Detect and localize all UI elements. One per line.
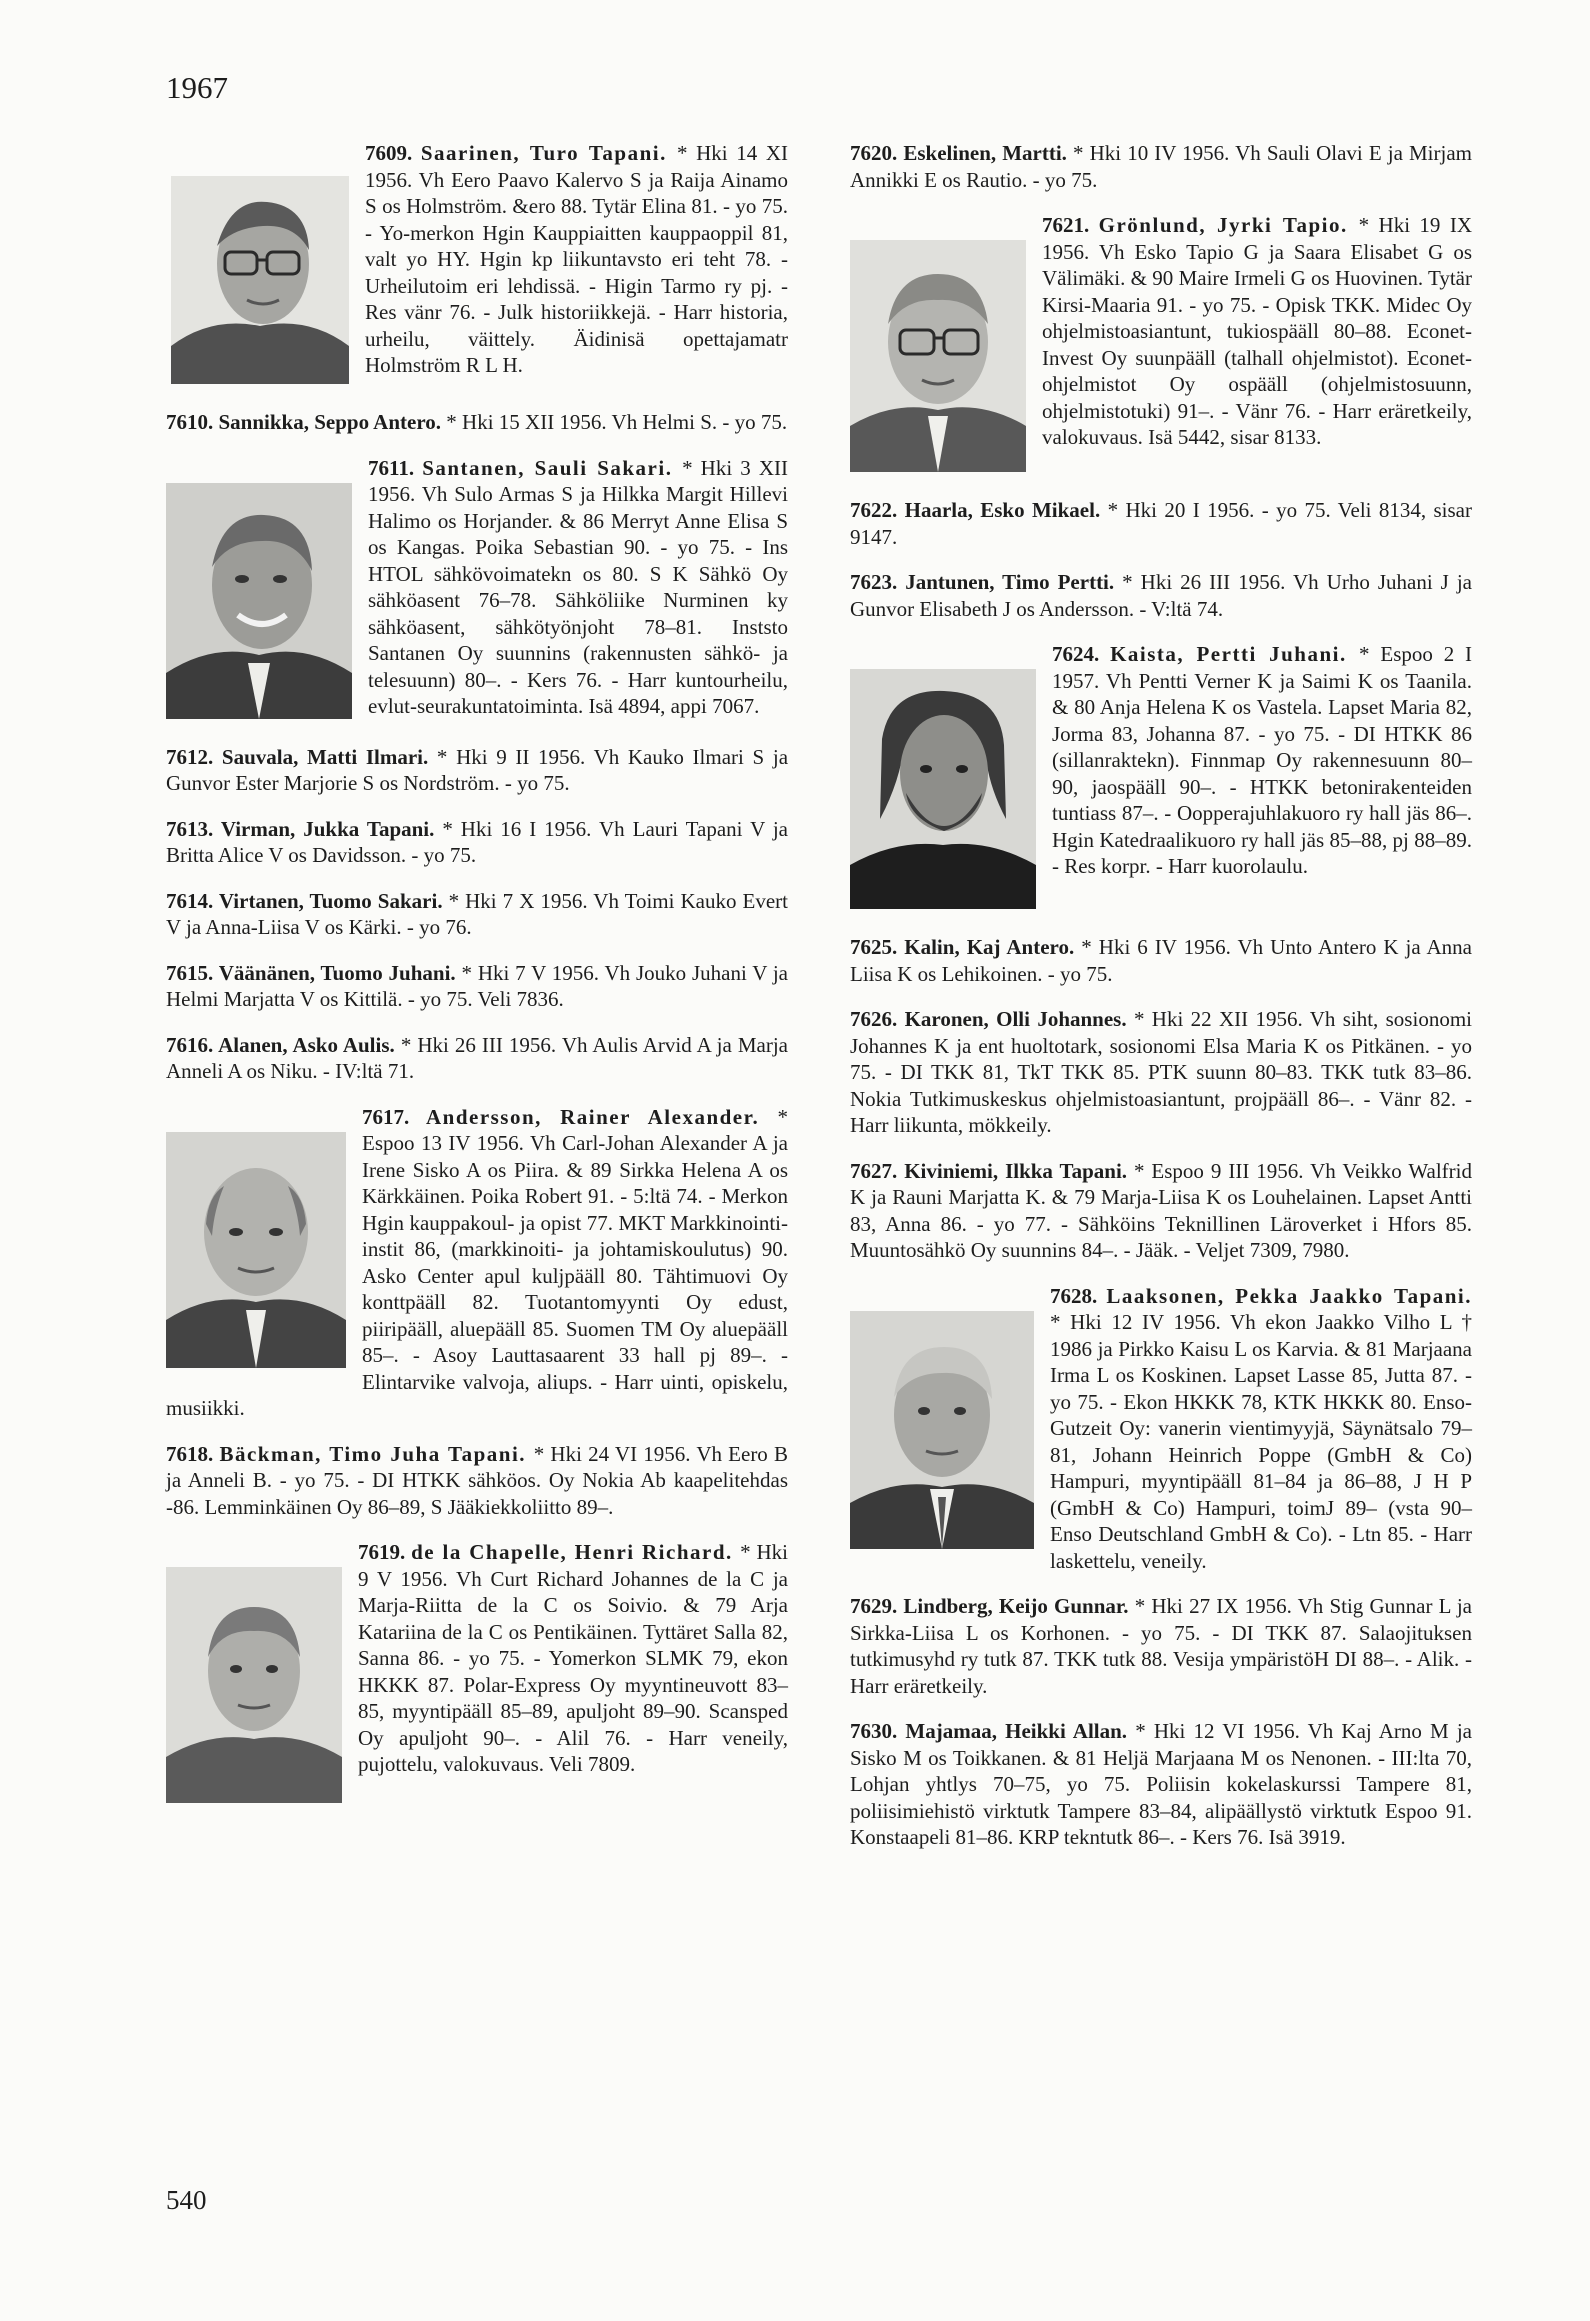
entry-number: 7621. xyxy=(1042,213,1099,237)
entry-text: * Hki 20 I 1956. - yo 75. Veli 8134, sisar 9147. xyxy=(850,498,1472,549)
portrait-photo xyxy=(171,176,349,384)
entry-7624 xyxy=(850,641,1472,915)
entry-text: * Hki 26 III 1956. Vh Urho Juhani J ja Gunvor Elisabeth J os Andersson. - V:ltä 74. xyxy=(850,570,1472,621)
entry-7619 xyxy=(166,1539,788,1809)
entry-number: 7628. xyxy=(1050,1283,1107,1308)
left-column xyxy=(166,140,788,1828)
entry-number: 7612. xyxy=(166,744,222,769)
portrait-photo xyxy=(166,1132,346,1368)
entry-name: Sauvala, Matti Ilmari. xyxy=(221,744,437,769)
entry-number: 7618. xyxy=(166,1441,220,1466)
portrait-glasses-man-image xyxy=(850,240,1026,472)
portrait-glasses-man-image xyxy=(171,176,349,384)
entry-number: 7619. xyxy=(358,1540,412,1564)
entry-number: 7630. xyxy=(850,1719,906,1743)
entry-text: * Hki 19 IX 1956. Vh Esko Tapio G ja Saara Elisabet G os Välimäki. & 90 Maire Irmeli G os Huovinen. Tytär Kirsi-Maaria 91. - yo 75. - Opisk TKK. Midec Oy ohjelmistoasiantunt, tukiospääll 80–88. Econet-Invest Oy suunpääll (talhall ohjelmistot). Econet-ohjelmistot Oy ospääll (ohjelmistosuunn, ohjelmistotuki) 91–. - Vänr 76. - Harr eräretkeily, valokuvaus. Isä 5442, sisar 8133. xyxy=(1042,213,1472,449)
entry-7630 xyxy=(850,1718,1472,1851)
entry-number: 7609. xyxy=(365,141,421,165)
entry-text: * Hki 12 IV 1956. Vh ekon Jaakko Vilho L † 1986 ja Pirkko Kaisu L os Karvia. & 81 Marjaana Irma L os Koskinen. Lapset Lasse 85, Jutta 87. - yo 75. - Ekon HKKK 78, KTK HKKK 80. Enso-Gutzeit Oy: vanerin vientimyyjä, Säynätsalo 79–81, Johann Heinrich Poppe (GmbH & Co) Hampuri, myyntipääll 81–84 ja 86–88, J H P (GmbH & Co) Hampuri, toimJ 89– (vsta 90– Enso Deutschland GmbH & Co). - Ltn 85. - Harr laskettelu, veneily. xyxy=(1050,1310,1472,1573)
portrait-photo xyxy=(850,240,1026,472)
entry-name: Sannikka, Seppo Antero. xyxy=(218,410,447,434)
entry-name: Grönlund, Jyrki Tapio. xyxy=(1098,213,1359,237)
entry-7614 xyxy=(166,888,788,941)
portrait-bearded-man-image xyxy=(850,669,1036,909)
entry-7615 xyxy=(166,960,788,1013)
entry-number: 7614. xyxy=(166,888,219,913)
entry-name: Andersson, Rainer Alexander. xyxy=(425,1104,778,1129)
entry-number: 7616. xyxy=(166,1032,219,1057)
entry-text: * Espoo 2 I 1957. Vh Pentti Verner K ja Saimi K os Taanila. & 80 Anja Helena K os Vastela. Lapset Maria 82, Jorma 83, Johanna 87. - yo 75. - DI HTKK 86 (sillanraktekn). Finnmap Oy rakennesuunn 80–90, jaospääll 90–. - HTKK betonirakenteiden tuntiass 87–. - Oopperajuhlakuoro ry hall jäs 86–. Hgin Katedraalikuoro ry hall jäs 85–88, pj 88–89. - Res korpr. - Harr kuorolaulu. xyxy=(1052,642,1473,878)
entry-7622 xyxy=(850,497,1472,550)
entry-text: * Hki 22 XII 1956. Vh siht, sosionomi Johannes K ja ent huoltotark, sosionomi Elsa Maria K os Pitkänen. - yo 75. - DI TKK 81, TkT TKK 85. PTK suunn 80–83. TKK tutk 83–86. Nokia Tutkimuskeskus ohjelmistoasiantunt, projpääll 86–. - Vänr 82. - Harr liikunta, mökkeily. xyxy=(850,1007,1472,1137)
entry-7620 xyxy=(850,140,1472,193)
entry-name: Karonen, Olli Johannes. xyxy=(904,1007,1134,1031)
entry-text: * Hki 27 IX 1956. Vh Stig Gunnar L ja Sirkka-Liisa L os Korhonen. - yo 75. - DI TKK 87. Salaojituksen tutkimusyhd ry tutk 87. TKK tutk 88. Vesija ympäristöH DI 88–. - Alik. - Harr eräretkeily. xyxy=(850,1594,1472,1698)
portrait-photo xyxy=(850,1311,1034,1549)
entry-text: * Espoo 9 III 1956. Vh Veikko Walfrid K ja Rauni Marjatta K. & 79 Marja-Liisa K os Louhelainen. Lapset Antti 83, Anna 86. - yo 77. - Sähköins Teknillinen Läroverket i Hfors 85. Muuntosähkö Oy suunnins 84–. - Jääk. - Veljet 7309, 7980. xyxy=(850,1158,1472,1262)
entry-name: Majamaa, Heikki Allan. xyxy=(905,1719,1136,1743)
entry-name: Laaksonen, Pekka Jaakko Tapani. xyxy=(1106,1283,1473,1308)
portrait-photo xyxy=(166,1567,342,1803)
entry-name: Virman, Jukka Tapani. xyxy=(220,816,443,841)
entry-number: 7615. xyxy=(166,960,219,985)
entry-number: 7629. xyxy=(850,1594,904,1618)
entry-7609 xyxy=(166,140,788,390)
entry-text: * Hki 26 III 1956. Vh Aulis Arvid A ja Marja Anneli A os Niku. - IV:ltä 71. xyxy=(166,1032,789,1083)
entry-7629 xyxy=(850,1593,1472,1699)
entry-name: Alanen, Asko Aulis. xyxy=(218,1032,401,1057)
entry-7623 xyxy=(850,569,1472,622)
entry-7621 xyxy=(850,212,1472,478)
entry-number: 7625. xyxy=(850,935,905,959)
portrait-balding-man-image xyxy=(166,1132,346,1368)
entry-text: * Hki 7 V 1956. Vh Jouko Juhani V ja Helmi Marjatta V os Kittilä. - yo 75. Veli 7836. xyxy=(166,960,789,1011)
entry-name: Bäckman, Timo Juha Tapani. xyxy=(219,1441,534,1466)
entry-name: Kiviniemi, Ilkka Tapani. xyxy=(904,1158,1134,1183)
entry-text: * Hki 10 IV 1956. Vh Sauli Olavi E ja Mirjam Annikki E os Rautio. - yo 75. xyxy=(850,141,1472,192)
entry-number: 7611. xyxy=(368,455,423,480)
entry-7612 xyxy=(166,744,788,797)
entry-number: 7620. xyxy=(850,141,904,165)
entry-number: 7622. xyxy=(850,498,905,522)
entry-text: * Hki 9 II 1956. Vh Kauko Ilmari S ja Gunvor Ester Marjorie S os Nordström. - yo 75. xyxy=(166,744,789,795)
entry-7616 xyxy=(166,1032,788,1085)
entry-text: * Hki 15 XII 1956. Vh Helmi S. - yo 75. xyxy=(446,410,788,434)
entry-number: 7617. xyxy=(362,1104,426,1129)
entry-text: * Hki 9 V 1956. Vh Curt Richard Johannes de la C ja Marja-Riitta de la C os Soivio. & 79 Arja Katariina de la C os Pentikäinen. Tyttäret Salla 82, Sanna 86. - yo 75. - Yomerkon SLMK 79, ekon HKKK 87. Polar-Express Oy myyntineuvott 83–85, myyntipääll 85–89, apuljoht 89–90. Scansped Oy apuljoht 90–. - Alil 76. - Harr veneily, pujottelu, valokuvaus. Veli 7809. xyxy=(358,1540,789,1776)
entry-7627 xyxy=(850,1158,1472,1264)
entry-name: Saarinen, Turo Tapani. xyxy=(420,141,677,165)
entry-7617 xyxy=(166,1104,788,1422)
entry-7625 xyxy=(850,934,1472,987)
entry-text: * Hki 12 VI 1956. Vh Kaj Arno M ja Sisko M os Toikkanen. & 81 Heljä Marjaana M os Nenonen. - III:lta 70, Lohjan yhtlys 70–75, yo 75. Poliisin kokelaskurssi Tampere 81, poliisimiehistö virktutk Tampere 83–84, alipäällystö virktutk Espoo 91. Konstaapeli 81–86. KRP tekntutk 86–. - Kers 76. Isä 3919. xyxy=(850,1719,1472,1849)
entry-text: * Hki 6 IV 1956. Vh Unto Antero K ja Anna Liisa K os Lehikoinen. - yo 75. xyxy=(850,935,1473,986)
entry-name: Eskelinen, Martti. xyxy=(903,141,1074,165)
entry-number: 7627. xyxy=(850,1158,905,1183)
entry-7628 xyxy=(850,1283,1472,1575)
entry-7610 xyxy=(166,409,788,436)
portrait-smiling-man-image xyxy=(166,483,352,719)
entry-7626 xyxy=(850,1006,1472,1139)
entry-name: Virtanen, Tuomo Sakari. xyxy=(218,888,449,913)
entry-name: Santanen, Sauli Sakari. xyxy=(422,455,683,480)
entry-number: 7624. xyxy=(1052,642,1111,666)
entry-name: Lindberg, Keijo Gunnar. xyxy=(903,1594,1135,1618)
entry-number: 7626. xyxy=(850,1007,905,1031)
entry-name: Kaista, Pertti Juhani. xyxy=(1110,642,1360,666)
entry-text: * Espoo 13 IV 1956. Vh Carl-Johan Alexander A ja Irene Sisko A os Piira. & 89 Sirkka Helena A os Kärkkäinen. Poika Robert 91. - 5:ltä 74. - Merkon Hgin kauppakoul- ja opist 77. MKT Markkinointi-instit 86, (markkinoiti- ja johtamiskoulutus) 90. Asko Center apul kuljpääll 80. Tähtimuovi Oy konttpääll 82. Tuotantomyynti Oy edust, piiripääll, aluepääll 85. Suomen TM Oy aluepääll 85–. - Asoy Lauttasaarent 33 hall pj 89–. - Elintarvike valvoja, aliups. - Harr uinti, opiskelu, musiikki. xyxy=(166,1104,788,1420)
entry-text: * Hki 14 XI 1956. Vh Eero Paavo Kalervo S ja Raija Ainamo S os Holmström. &ero 88. Tytär Elina 81. - yo 75. - Yo-merkon Hgin Kauppiaitten kauppaoppil 81, valt yo HY. Hgin kp liikuntavsto eri teht 78. - Urheilutoim eri lehdissä. - Higin Tarmo ry pj. - Res vänr 76. - Julk historiikkejä. - Harr historia, urheilu, väittely. Äidinisä opettajamatr Holmström R L H. xyxy=(365,141,788,377)
entry-text: * Hki 16 I 1956. Vh Lauri Tapani V ja Britta Alice V os Davidsson. - yo 75. xyxy=(166,816,788,867)
entry-text: * Hki 7 X 1956. Vh Toimi Kauko Evert V ja Anna-Liisa V os Kärki. - yo 76. xyxy=(166,888,788,939)
portrait-photo xyxy=(166,483,352,719)
entry-name: Jantunen, Timo Pertti. xyxy=(905,570,1123,594)
entry-text: * Hki 3 XII 1956. Vh Sulo Armas S ja Hilkka Margit Hillevi Halimo os Horjander. & 86 Merryt Anne Elisa S os Kangas. Poika Sebastian 90. - yo 75. - Ins HTOL sähkövoimatekn os 80. S K Sähkö Oy sähköasent 76–78. Sähköliike Nurminen ky sähköasent, sähkötyönjoht 78–81. Inststo Santanen Oy suunnins (rakennusten sähkö- ja telesuunn) 80–. - Kers 76. - Harr kuntourheilu, evlut-seurakuntatoiminta. Isä 4894, appi 7067. xyxy=(368,455,789,718)
entry-name: Haarla, Esko Mikael. xyxy=(904,498,1108,522)
entry-7613 xyxy=(166,816,788,869)
right-column xyxy=(850,140,1472,1870)
entry-name: Väänänen, Tuomo Juhani. xyxy=(218,960,462,985)
entry-name: de la Chapelle, Henri Richard. xyxy=(411,1540,741,1564)
entry-7611 xyxy=(166,455,788,725)
portrait-man-tie-image xyxy=(850,1311,1034,1549)
entry-7618 xyxy=(166,1441,788,1521)
entry-number: 7623. xyxy=(850,570,906,594)
page-year-header: 1967 xyxy=(166,70,228,105)
entry-number: 7613. xyxy=(166,816,221,841)
portrait-young-man-image xyxy=(166,1567,342,1803)
entry-number: 7610. xyxy=(166,410,219,434)
portrait-photo xyxy=(850,669,1036,909)
page-number: 540 xyxy=(166,2185,207,2215)
entry-text: * Hki 24 VI 1956. Vh Eero B ja Anneli B. - yo 75. - DI HTKK sähköos. Oy Nokia Ab kaapelitehdas -86. Lemminkäinen Oy 86–89, S Jääkiekkoliitto 89–. xyxy=(166,1441,789,1519)
entry-name: Kalin, Kaj Antero. xyxy=(904,935,1082,959)
